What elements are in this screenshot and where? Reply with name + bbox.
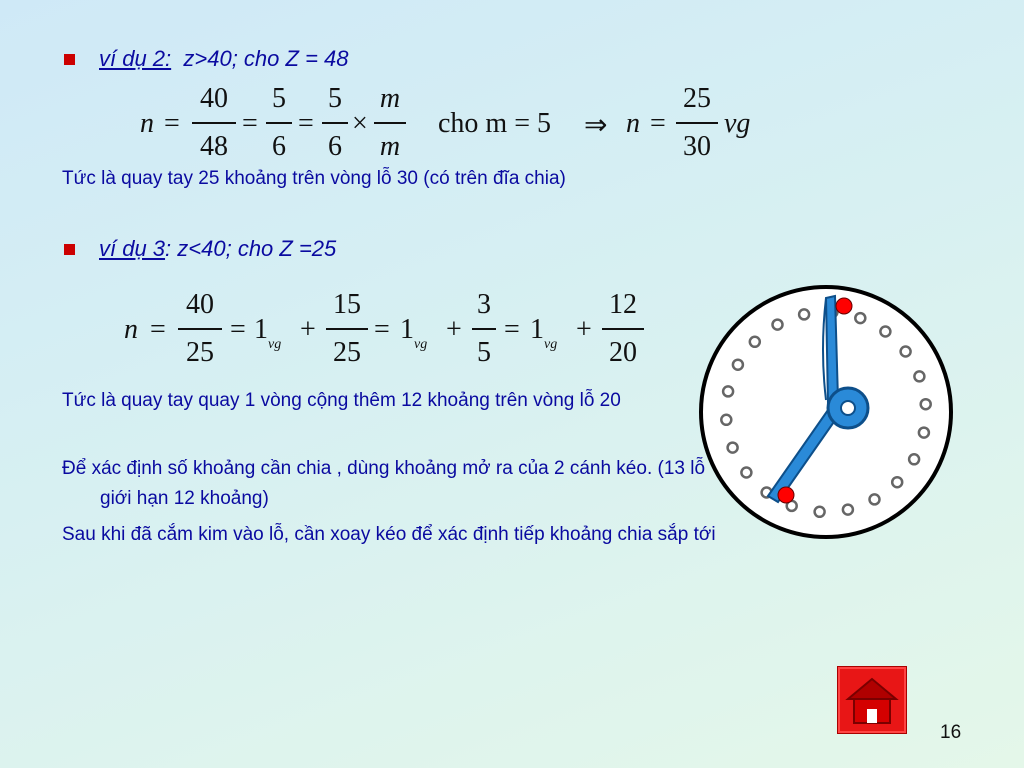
dividing-plate-svg (698, 270, 954, 554)
fraction: 40 25 (178, 288, 222, 370)
fraction: 5 6 (322, 82, 348, 164)
plate-hole (901, 347, 911, 357)
bullet-square (64, 244, 75, 255)
example3-heading (64, 236, 336, 262)
fraction: 12 20 (602, 288, 644, 370)
plate-hole (870, 494, 880, 504)
fraction: 25 30 (676, 82, 718, 164)
plate-hole (728, 443, 738, 453)
plate-hole (773, 320, 783, 330)
plate-hole (880, 327, 890, 337)
fraction: 40 48 (192, 82, 236, 164)
home-icon (838, 667, 906, 733)
example3-label: ví dụ 3 (99, 236, 166, 261)
plate-hole (921, 399, 931, 409)
plate-hole (919, 428, 929, 438)
example3-explanation-3: Sau khi đã cắm kim vào lỗ, cần xoay kéo để xác định tiếp khoảng chia sắp tới (62, 524, 716, 545)
plate-hole (723, 386, 733, 396)
plate-hole (815, 507, 825, 517)
example2-condition: z>40; cho Z = 48 (183, 46, 349, 71)
home-button[interactable] (837, 666, 907, 734)
plate-hole (909, 454, 919, 464)
plate-hole (892, 477, 902, 487)
unit-vg: vg (724, 108, 751, 139)
plate-hole (750, 337, 760, 347)
plate-hole (721, 415, 731, 425)
plate-hole (741, 468, 751, 478)
fraction: 3 5 (472, 288, 496, 370)
fraction: m m (374, 82, 406, 164)
marker-pin-1 (836, 298, 852, 314)
marker-pin-2 (778, 487, 794, 503)
fraction: 5 6 (266, 82, 292, 164)
example2-label: ví dụ 2: (99, 46, 172, 71)
example3-explanation-2: Để xác định số khoảng cần chia , dùng khoảng mở ra của 2 cánh kéo. (13 lỗ giới hạn 12 khoảng) (62, 458, 706, 509)
plate-hole (855, 313, 865, 323)
dividing-plate-illustration (698, 270, 954, 554)
sector-arm-1 (826, 296, 838, 404)
example3-condition: : z<40; cho Z =25 (165, 236, 337, 261)
page-number: 16 (940, 722, 962, 743)
cho-text: cho m = 5 (438, 108, 551, 139)
bullet-square (64, 54, 75, 65)
fraction: 15 25 (326, 288, 368, 370)
plate-hole (799, 309, 809, 319)
var-n: n (140, 108, 154, 139)
plate-hole (733, 360, 743, 370)
example3-explanation-1: Tức là quay tay quay 1 vòng cộng thêm 12 khoảng trên vòng lỗ 20 (62, 390, 621, 411)
plate-hole (843, 505, 853, 515)
example2-heading (64, 46, 349, 72)
plate-hole (914, 371, 924, 381)
example2-explanation: Tức là quay tay 25 khoảng trên vòng lỗ 30 (có trên đĩa chia) (62, 168, 566, 189)
